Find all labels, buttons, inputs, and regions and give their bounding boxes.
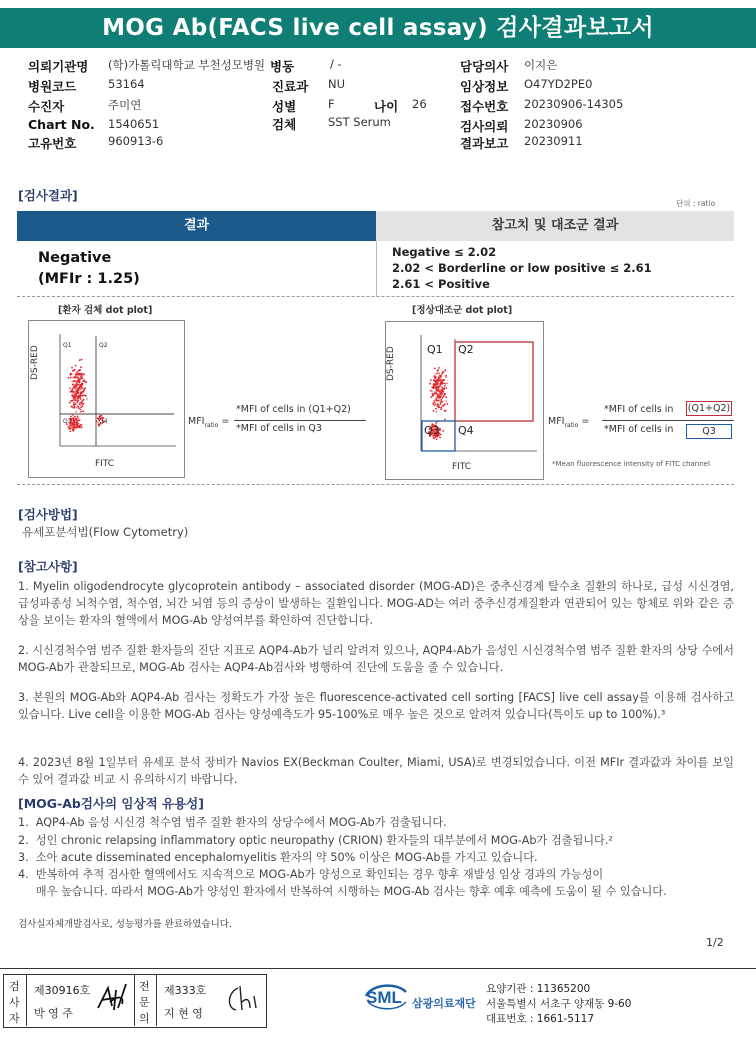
dot — [73, 419, 75, 421]
dot — [77, 396, 79, 398]
sex-value: F — [328, 97, 335, 111]
dot — [446, 383, 448, 385]
results-column-divider — [376, 241, 377, 296]
dot — [435, 389, 437, 391]
dot — [433, 383, 435, 385]
dot — [432, 393, 434, 395]
control-y-axis-label: DS-RED — [386, 346, 396, 381]
clinical-item: 3. 소아 acute disseminated encephalomyelitis 환자의 약 50% 이상은 MOG-Ab를 가지고 있습니다. — [18, 851, 538, 864]
dot — [82, 403, 84, 405]
company-name: 삼광의료재단 — [412, 997, 476, 1010]
dot — [442, 371, 444, 373]
dot — [440, 382, 442, 384]
dept-value: NU — [328, 77, 346, 91]
dot — [433, 400, 435, 402]
dot — [445, 387, 447, 389]
dot — [442, 379, 444, 381]
dept-label: 진료과 — [272, 79, 309, 94]
dot — [80, 375, 82, 377]
formula2-mfi: $MFI_{ratio}$ = — [548, 416, 590, 429]
dot — [86, 398, 88, 400]
dot — [443, 395, 445, 397]
ward-value: / - — [330, 57, 342, 71]
dot — [445, 383, 447, 385]
company-phone: 대표번호 : 1661-5117 — [486, 1013, 595, 1025]
unique-value: 960913-6 — [108, 134, 164, 148]
dot — [440, 393, 442, 395]
dot — [71, 367, 73, 369]
dot — [76, 380, 78, 382]
dot — [72, 424, 74, 426]
patient-q1-label: Q1 — [63, 342, 72, 349]
dot — [433, 386, 435, 388]
inspector-signature — [94, 980, 130, 1016]
specialist-label-3: 의 — [139, 1012, 150, 1025]
dot — [442, 397, 444, 399]
dot — [81, 377, 83, 379]
results-divider — [17, 296, 734, 297]
dot — [70, 377, 72, 379]
dot — [80, 406, 82, 408]
inspector-number: 제30916호 — [34, 984, 91, 997]
formula1-denominator: *MFI of cells in Q3 — [236, 423, 322, 434]
dot — [70, 373, 72, 375]
dot — [98, 425, 100, 427]
dot — [437, 378, 439, 380]
dot — [432, 402, 434, 404]
doctor-label: 담당의사 — [460, 59, 509, 74]
specimen-value: SST Serum — [328, 115, 391, 129]
specialist-name: 지 현 영 — [164, 1007, 203, 1020]
dot — [80, 398, 82, 400]
dot — [435, 373, 437, 375]
dot — [75, 385, 77, 387]
dot — [72, 400, 74, 402]
patient-y-axis-label: DS-RED — [30, 345, 40, 380]
dot — [80, 403, 82, 405]
control-q2-label: Q2 — [458, 343, 474, 356]
dot — [434, 377, 436, 379]
dot — [439, 375, 441, 377]
dot — [96, 420, 98, 422]
dot — [76, 407, 78, 409]
note-3: 3. 본원의 MOG-Ab와 AQP4-Ab 검사는 정확도가 가장 높은 fluorescence-activated cell sorting [FACS] live cell assay를 이용해 검사하고 있습니다. Live cell을 이용한 MOG-Ab 검사는 양성예측도가 95-100%로 매우 높은 것으로 알려져 있습니다(특이도 up to 100%).³ — [18, 691, 734, 721]
clinical-item: 1. AQP4-Ab 음성 시신경 척수염 범주 질환 환자의 상당수에서 MOG-Ab가 검출됩니다. — [18, 816, 447, 829]
dot — [78, 407, 80, 409]
footer-divider — [0, 968, 756, 969]
dot — [83, 388, 85, 390]
dot — [436, 400, 438, 402]
dot — [74, 423, 76, 425]
dot — [74, 394, 76, 396]
dot — [75, 387, 77, 389]
specialist-signature — [222, 982, 262, 1018]
dot — [72, 370, 74, 372]
dot — [444, 369, 446, 371]
dot — [79, 386, 81, 388]
dot — [71, 389, 73, 391]
dot — [435, 380, 437, 382]
dot — [69, 387, 71, 389]
sml-logo-text: SML — [366, 988, 402, 1007]
dot — [437, 383, 439, 385]
formula2-denominator-box: Q3 — [686, 424, 732, 439]
inspector-name: 박 영 주 — [34, 1007, 73, 1020]
dot — [73, 380, 75, 382]
dot — [434, 368, 436, 370]
dot — [80, 424, 82, 426]
specialist-label-2: 문 — [139, 996, 150, 1009]
dot — [438, 377, 440, 379]
dot — [77, 406, 79, 408]
patient-q2-label: Q2 — [99, 342, 108, 349]
dot — [75, 374, 77, 376]
dot — [443, 391, 445, 393]
doctor-value: 이지은 — [524, 58, 558, 72]
clinical-section-title: [MOG-Ab검사의 임상적 유용성] — [18, 796, 204, 811]
dot — [438, 407, 440, 409]
patient-q3-label: Q3 — [63, 418, 72, 425]
dot — [77, 420, 79, 422]
dot — [82, 410, 84, 412]
reference-borderline: 2.02 < Borderline or low positive ≤ 2.61 — [392, 261, 652, 275]
dot — [437, 390, 439, 392]
dot — [84, 395, 86, 397]
dot — [444, 385, 446, 387]
result-mfir: (MFIr : 1.25) — [38, 271, 140, 287]
dot — [435, 398, 437, 400]
dot — [440, 399, 442, 401]
dot — [77, 384, 79, 386]
plots-divider — [17, 484, 734, 485]
chart-label: Chart No. — [28, 117, 95, 132]
formula1-fraction-bar — [234, 420, 366, 421]
formula1-numerator: *MFI of cells in (Q1+Q2) — [236, 404, 351, 415]
control-q1-label: Q1 — [427, 343, 443, 356]
note-1: 1. Myelin oligodendrocyte glycoprotein antibody – associated disorder (MOG-AD)은 중추신경계 탈수초 질환의 하나로, 급성 시신경염, 급성파종성 뇌척수염, 척수염, 뇌간 뇌염 등의 증상이 발생하는 질환입니다. MOG-AD는 여러 중추신경계질환과 연관되어 있는 항체로 위와 같은 증상을 보이는 환자의 혈액에서 MOG-Ab 양성여부를 확인하여 진단합니다. — [18, 580, 734, 627]
dot — [68, 428, 70, 430]
dot — [433, 379, 435, 381]
request-label: 검사의뢰 — [460, 119, 509, 134]
dot — [80, 391, 82, 393]
dot — [436, 393, 438, 395]
patient-x-axis-label: FITC — [95, 459, 115, 469]
dot — [72, 384, 74, 386]
dot — [437, 370, 439, 372]
page-number: 1/2 — [706, 936, 724, 949]
dot — [80, 388, 82, 390]
institution-value: (학)가톨릭대학교 부천성모병원 — [108, 58, 266, 72]
dot — [72, 387, 74, 389]
clinical-item: 매우 높습니다. 따라서 MOG-Ab가 양성인 환자에서 반복하여 시행하는 MOG-Ab 검사는 향후 예후 예측에 도움이 될 수 있습니다. — [18, 885, 667, 898]
dot — [83, 373, 85, 375]
patient-q4-label: Q4 — [99, 418, 108, 425]
signature-divider — [156, 974, 157, 1026]
mfi-note: *Mean fluorescence intensity of FITC channel — [552, 460, 710, 468]
specimen-label: 검체 — [272, 117, 297, 132]
dot — [435, 384, 437, 386]
dot — [433, 437, 435, 439]
dot — [81, 395, 83, 397]
inspector-label-3: 자 — [9, 1012, 20, 1025]
note-2: 2. 시신경척수염 범주 질환 환자들의 진단 지표로 AQP4-Ab가 널리 알려져 있으나, AQP4-Ab가 음성인 시신경척수염 범주 질환 환자의 상당 수에서 MOG-Ab가 관찰되므로, MOG-Ab 검사는 AQP4-Ab검사와 병행하여 진단에 도움을 줄 수 있습니다. — [18, 644, 734, 674]
formula2-numerator: *MFI of cells in — [604, 404, 674, 415]
dot — [76, 402, 78, 404]
formula1-mfi: $MFI_{ratio}$ = — [188, 416, 230, 429]
dot — [439, 400, 441, 402]
dot — [76, 393, 78, 395]
dot — [70, 391, 72, 393]
reference-negative: Negative ≤ 2.02 — [392, 245, 497, 259]
formula2-fraction-bar — [602, 420, 734, 421]
dot — [441, 386, 443, 388]
dot — [435, 388, 437, 390]
dot — [438, 380, 440, 382]
dot — [68, 377, 70, 379]
dot — [77, 426, 79, 428]
formula2-numerator-box: (Q1+Q2) — [687, 403, 731, 414]
dot — [444, 393, 446, 395]
dot — [71, 406, 73, 408]
dot — [438, 367, 440, 369]
report-label: 결과보고 — [460, 136, 509, 151]
dot — [441, 373, 443, 375]
dot — [100, 414, 102, 416]
dot — [80, 373, 82, 375]
clinical-info-value: O47YD2PE0 — [524, 77, 593, 91]
unique-label: 고유번호 — [28, 136, 77, 151]
dot — [435, 408, 437, 410]
dot — [75, 400, 77, 402]
signature-divider — [134, 974, 135, 1026]
reception-value: 20230906-14305 — [524, 97, 624, 111]
reference-column-header: 참고치 및 대조군 결과 — [376, 211, 734, 241]
control-x-axis-label: FITC — [452, 462, 472, 472]
dot — [434, 391, 436, 393]
reference-positive: 2.61 < Positive — [392, 277, 490, 291]
dot — [70, 400, 72, 402]
method-section-title: [검사방법] — [18, 507, 78, 522]
dot — [74, 406, 76, 408]
dot — [72, 395, 74, 397]
dot — [78, 377, 80, 379]
dot — [437, 373, 439, 375]
dot — [434, 404, 436, 406]
dot — [72, 414, 74, 416]
dot — [438, 397, 440, 399]
clinical-item: 2. 성인 chronic relapsing inflammatory optic neuropathy (CRION) 환자들의 대부분에서 MOG-Ab가 검출됩니다.² — [18, 834, 613, 847]
hospital-code-value: 53164 — [108, 77, 145, 91]
company-address: 서울특별시 서초구 양재동 9-60 — [486, 998, 632, 1010]
report-title: MOG Ab(FACS live cell assay) 검사결과보고서 — [0, 8, 756, 48]
dot — [76, 390, 78, 392]
dot — [431, 391, 433, 393]
dot — [433, 410, 435, 412]
dot — [81, 383, 83, 385]
dot — [441, 389, 443, 391]
dot — [440, 403, 442, 405]
notes-section-title: [참고사항] — [18, 559, 78, 574]
reception-label: 접수번호 — [460, 99, 509, 114]
dot — [82, 400, 84, 402]
age-value: 26 — [412, 97, 427, 111]
control-q3-label: Q3 — [424, 424, 440, 437]
sex-label: 성별 — [272, 99, 297, 114]
institution-label: 의뢰기관명 — [28, 59, 89, 74]
dot — [82, 380, 84, 382]
dot — [79, 359, 81, 361]
unit-label: 단위 : ratio — [676, 199, 716, 208]
clinical-item: 4. 반복하여 추적 검사한 혈액에서도 지속적으로 MOG-Ab가 양성으로 확인되는 경우 향후 재발성 임상 경과의 가능성이 — [18, 868, 604, 881]
dot — [76, 377, 78, 379]
dot — [75, 392, 77, 394]
dot — [80, 366, 82, 368]
dot — [440, 434, 442, 436]
dot — [73, 377, 75, 379]
validation-note: 검사실자체개발검사로, 성능평가를 완료하였습니다. — [18, 919, 232, 930]
chart-value: 1540651 — [108, 117, 160, 131]
note-4: 4. 2023년 8월 1일부터 유세포 분석 장비가 Navios EX(Beckman Coulter, Miami, USA)로 변경되었습니다. 이전 MFIr 결과값과 차이를 보일 수 있어 결과값 비교 시 유의하시기 바랍니다. — [18, 756, 734, 786]
dot — [430, 396, 432, 398]
method-text: 유세포분석법(Flow Cytometry) — [22, 525, 189, 539]
control-q4-label: Q4 — [458, 424, 474, 437]
dot — [72, 391, 74, 393]
dot — [81, 359, 83, 361]
dot — [80, 409, 82, 411]
dot — [74, 396, 76, 398]
dot — [76, 372, 78, 374]
dot — [73, 404, 75, 406]
dot — [442, 383, 444, 385]
specialist-label-1: 전 — [139, 980, 150, 993]
patient-name: 주미연 — [108, 98, 142, 112]
dot — [436, 396, 438, 398]
dot — [445, 400, 447, 402]
result-column-header: 결과 — [17, 211, 376, 241]
dot — [75, 418, 77, 420]
dot — [81, 426, 83, 428]
dot — [430, 379, 432, 381]
dot — [445, 396, 447, 398]
patient-plot-title: [환자 검체 dot plot] — [58, 305, 153, 316]
dot — [67, 426, 69, 428]
formula2-denominator: *MFI of cells in — [604, 424, 674, 435]
dot — [445, 375, 447, 377]
dot — [440, 409, 442, 411]
dot — [429, 383, 431, 385]
dot — [436, 411, 438, 413]
dot — [74, 416, 76, 418]
dot — [440, 379, 442, 381]
dot — [72, 429, 74, 431]
result-value: Negative — [38, 250, 112, 266]
dot — [442, 430, 444, 432]
request-date: 20230906 — [524, 117, 583, 131]
care-org-code: 요양기관 : 11365200 — [486, 983, 591, 995]
dot — [80, 393, 82, 395]
dot — [80, 411, 82, 413]
dot — [79, 380, 81, 382]
dot — [436, 439, 438, 441]
dot — [437, 395, 439, 397]
dot — [77, 388, 79, 390]
dot — [437, 403, 439, 405]
patient-label: 수진자 — [28, 99, 65, 114]
dot — [441, 401, 443, 403]
dot — [85, 381, 87, 383]
inspector-label-2: 사 — [9, 996, 20, 1009]
inspector-label-1: 검 — [9, 980, 20, 993]
dot — [75, 411, 77, 413]
report-date: 20230911 — [524, 134, 583, 148]
dot — [77, 417, 79, 419]
results-section-title: [검사결과] — [18, 188, 78, 203]
control-plot-title: [정상대조군 dot plot] — [412, 305, 513, 316]
dot — [444, 419, 446, 421]
dot — [441, 407, 443, 409]
signature-divider — [26, 974, 27, 1026]
dot — [74, 384, 76, 386]
clinical-info-label: 임상정보 — [460, 79, 509, 94]
dot — [75, 365, 77, 367]
dot — [442, 405, 444, 407]
specialist-number: 제333호 — [164, 984, 207, 997]
ward-label: 병동 — [270, 59, 295, 74]
hospital-code-label: 병원코드 — [28, 79, 77, 94]
age-label: 나이 — [374, 99, 399, 114]
dot — [69, 431, 71, 433]
dot — [446, 403, 448, 405]
dot — [440, 390, 442, 392]
dot — [78, 373, 80, 375]
dot — [73, 402, 75, 404]
dot — [69, 402, 71, 404]
dot — [444, 410, 446, 412]
